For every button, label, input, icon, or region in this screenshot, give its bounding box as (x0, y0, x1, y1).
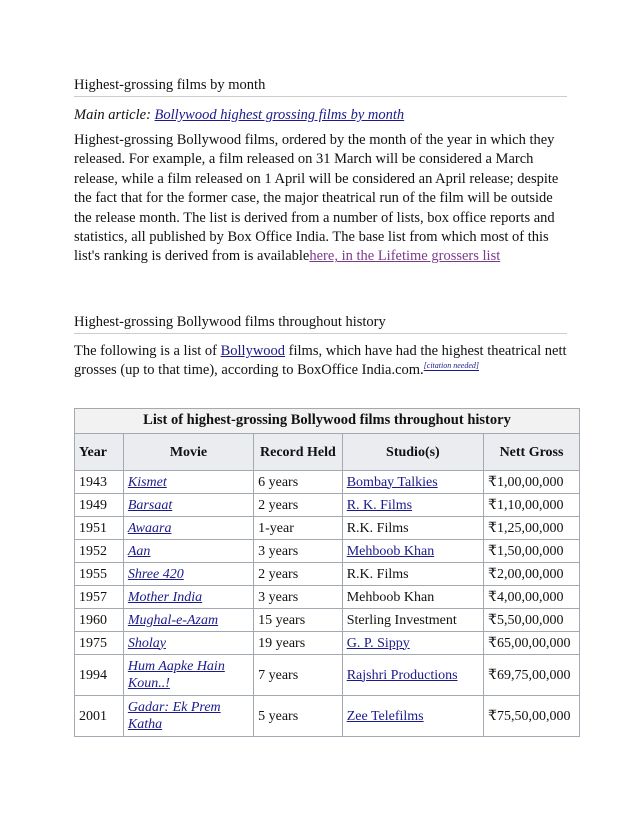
cell-year: 1960 (75, 609, 124, 632)
cell-gross: ₹1,50,00,000 (484, 540, 580, 563)
cell-year: 1994 (75, 655, 124, 696)
cell-record: 2 years (254, 563, 343, 586)
cell-gross: ₹65,00,00,000 (484, 632, 580, 655)
table-row (75, 632, 580, 655)
table-row (75, 563, 580, 586)
table-row (75, 517, 580, 540)
cell-gross: ₹4,00,00,000 (484, 586, 580, 609)
cell-movie (123, 540, 253, 563)
cell-gross: ₹5,50,00,000 (484, 609, 580, 632)
header-year: Year (75, 434, 124, 471)
cell-movie (123, 655, 253, 696)
table-row (75, 540, 580, 563)
studio-link[interactable]: Rajshri Productions (346, 667, 458, 683)
table-row (75, 586, 580, 609)
cell-record: 6 years (254, 471, 343, 494)
table-row (75, 471, 580, 494)
movie-link[interactable]: Barsaat (127, 497, 173, 513)
highest-grossing-table (74, 408, 580, 737)
movie-link[interactable]: Mother India (127, 589, 203, 605)
cell-movie (123, 563, 253, 586)
movie-link[interactable]: Awaara (127, 520, 172, 536)
cell-studio (342, 471, 483, 494)
history-paragraph-post: films, which have had the highest theatrical nett grosses (up to that time), according to BoxOffice India.com. (74, 343, 567, 379)
cell-movie (123, 471, 253, 494)
main-article-link[interactable]: Bollywood highest grossing films by month (154, 107, 405, 123)
cell-record: 7 years (254, 655, 343, 696)
cell-year: 1951 (75, 517, 124, 540)
header-movie: Movie (123, 434, 253, 471)
cell-gross: ₹1,00,00,000 (484, 471, 580, 494)
cell-movie (123, 609, 253, 632)
table-row (75, 494, 580, 517)
cell-gross: ₹1,10,00,000 (484, 494, 580, 517)
cell-year: 1952 (75, 540, 124, 563)
citation-needed[interactable]: [citation needed] (423, 361, 479, 371)
cell-year: 2001 (75, 696, 124, 737)
cell-year: 1975 (75, 632, 124, 655)
header-record-held: Record Held (254, 434, 343, 471)
cell-studio: Sterling Investment (342, 609, 483, 632)
cell-studio (342, 540, 483, 563)
main-article-prefix: Main article: (74, 107, 155, 123)
by-month-paragraph-text: Highest-grossing Bollywood films, ordered by the month of the year in which they released. For example, a film released on 31 March will be considered a March release, while a film released on 1 April will be considered an April release; despite the fact that for the former case, the major theatrical run of the film will be outside the release month. The list is derived from a number of lists, box office reports and statistics, all published by Box Office India. The base list from which most of this list's ranking is derived from is available (74, 132, 559, 265)
cell-record: 3 years (254, 540, 343, 563)
cell-movie (123, 696, 253, 737)
movie-link[interactable]: Sholay (127, 635, 166, 651)
cell-gross: ₹75,50,00,000 (484, 696, 580, 737)
history-paragraph (74, 342, 567, 381)
table-row (75, 655, 580, 696)
studio-link[interactable]: G. P. Sippy (346, 635, 410, 651)
cell-year: 1957 (75, 586, 124, 609)
studio-link[interactable]: R. K. Films (346, 497, 413, 513)
table-header-row (75, 434, 580, 471)
studio-link[interactable]: Zee Telefilms (346, 708, 424, 724)
cell-record: 15 years (254, 609, 343, 632)
cell-studio (342, 632, 483, 655)
movie-link[interactable]: Gadar: Ek Prem Katha (127, 700, 221, 732)
table-row (75, 609, 580, 632)
studio-link[interactable]: Mehboob Khan (346, 543, 435, 559)
cell-studio: R.K. Films (342, 517, 483, 540)
cell-year: 1943 (75, 471, 124, 494)
cell-studio (342, 696, 483, 737)
header-nett-gross: Nett Gross (484, 434, 580, 471)
cell-record: 3 years (254, 586, 343, 609)
cell-movie (123, 517, 253, 540)
cell-record: 5 years (254, 696, 343, 737)
cell-studio: Mehboob Khan (342, 586, 483, 609)
cell-record: 1-year (254, 517, 343, 540)
cell-year: 1949 (75, 494, 124, 517)
cell-movie (123, 494, 253, 517)
movie-link[interactable]: Aan (127, 543, 151, 559)
section-heading-by-month: Highest-grossing films by month (74, 76, 567, 97)
by-month-paragraph (74, 131, 567, 267)
table-caption: List of highest-grossing Bollywood films throughout history (74, 408, 580, 433)
cell-gross: ₹2,00,00,000 (484, 563, 580, 586)
movie-link[interactable]: Mughal-e-Azam (127, 612, 219, 628)
section-heading-throughout-history: Highest-grossing Bollywood films throughout history (74, 313, 567, 334)
cell-year: 1955 (75, 563, 124, 586)
cell-record: 19 years (254, 632, 343, 655)
header-studio: Studio(s) (342, 434, 483, 471)
table-row (75, 696, 580, 737)
history-paragraph-pre: The following is a list of (74, 343, 221, 359)
movie-link[interactable]: Kismet (127, 474, 167, 490)
lifetime-grossers-link[interactable]: here, in the Lifetime grossers list (309, 248, 501, 265)
main-article-note (74, 106, 567, 125)
movie-link[interactable]: Hum Aapke Hain Koun..! (127, 659, 225, 691)
bollywood-link[interactable]: Bollywood (220, 343, 286, 359)
cell-movie (123, 632, 253, 655)
cell-movie (123, 586, 253, 609)
studio-link[interactable]: Bombay Talkies (346, 474, 438, 490)
cell-record: 2 years (254, 494, 343, 517)
cell-studio (342, 655, 483, 696)
cell-gross: ₹1,25,00,000 (484, 517, 580, 540)
cell-studio: R.K. Films (342, 563, 483, 586)
cell-studio (342, 494, 483, 517)
cell-gross: ₹69,75,00,000 (484, 655, 580, 696)
movie-link[interactable]: Shree 420 (127, 566, 184, 582)
